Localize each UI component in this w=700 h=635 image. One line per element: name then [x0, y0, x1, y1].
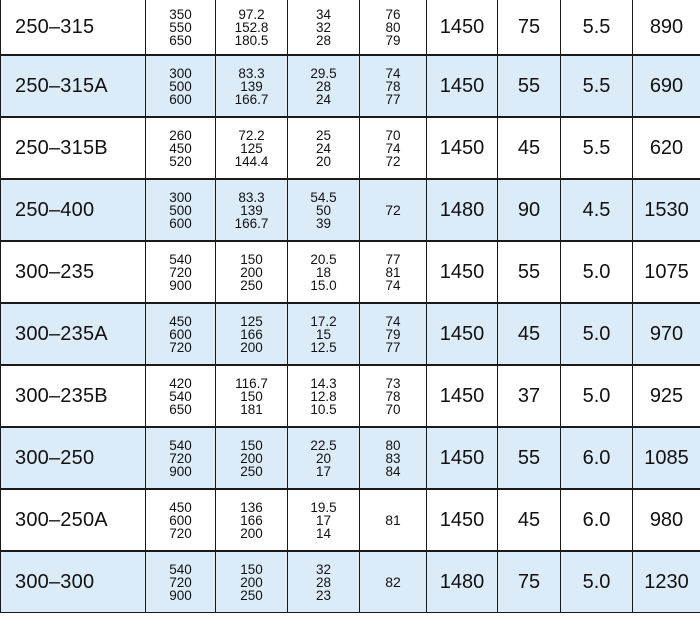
cell-value: 152.8	[234, 19, 269, 35]
cell-value: 420	[169, 375, 192, 391]
weight-cell: 925	[633, 365, 700, 427]
cell-value: 450	[169, 313, 192, 329]
table-row	[1, 55, 700, 117]
table-row	[1, 365, 700, 427]
cell-value: 139	[240, 78, 263, 94]
cell-value: 74	[385, 313, 401, 329]
efficiency-cell	[360, 241, 427, 303]
cell-value: 50	[315, 202, 332, 218]
npshr-cell: 5.0	[561, 365, 633, 427]
efficiency-cell	[360, 365, 427, 427]
flow-cell	[146, 303, 216, 365]
cell-value: 28	[315, 32, 332, 48]
head-cell	[288, 551, 360, 613]
cell-value: 20	[315, 153, 332, 169]
cell-value: 83.3	[238, 65, 265, 81]
cell-value: 76	[385, 6, 401, 22]
speed-cell: 1450	[427, 0, 498, 55]
cell-value: 15	[315, 326, 332, 342]
cell-value: 250	[240, 277, 263, 293]
model-cell: 250–315	[1, 0, 146, 55]
cell-value: 125	[240, 140, 263, 156]
head-cell	[288, 55, 360, 117]
speed-cell: 1450	[427, 55, 498, 117]
speed-cell: 1450	[427, 241, 498, 303]
model-cell: 300–235A	[1, 303, 146, 365]
cell-value: 84	[385, 463, 401, 479]
power-cell: 37	[498, 365, 561, 427]
efficiency-cell	[360, 0, 427, 55]
speed-cell: 1450	[427, 117, 498, 179]
npshr-cell: 6.0	[561, 427, 633, 489]
cell-value: 32	[315, 19, 332, 35]
speed-cell: 1450	[427, 427, 498, 489]
cell-value: 81	[385, 264, 401, 280]
cell-value: 144.4	[234, 153, 269, 169]
cell-value: 166.7	[234, 215, 269, 231]
cell-value: 22.5	[310, 437, 337, 453]
cell-value: 70	[385, 127, 401, 143]
table-row	[1, 179, 700, 241]
cell-value: 166	[240, 512, 263, 528]
flow-ls-cell	[216, 0, 288, 55]
cell-value: 150	[240, 437, 263, 453]
cell-value: 250	[240, 587, 263, 603]
npshr-cell: 5.0	[561, 241, 633, 303]
cell-value: 520	[169, 153, 192, 169]
cell-value: 540	[169, 561, 192, 577]
cell-value: 77	[385, 251, 401, 267]
cell-value: 25	[315, 127, 332, 143]
cell-value: 150	[240, 251, 263, 267]
npshr-cell: 4.5	[561, 179, 633, 241]
table-row	[1, 427, 700, 489]
cell-value: 166	[240, 326, 263, 342]
cell-value: 125	[240, 313, 263, 329]
weight-cell: 1085	[633, 427, 700, 489]
head-cell	[288, 427, 360, 489]
cell-value: 180.5	[234, 32, 269, 48]
head-cell	[288, 365, 360, 427]
cell-value: 73	[385, 375, 401, 391]
flow-ls-cell	[216, 179, 288, 241]
flow-cell	[146, 365, 216, 427]
cell-value: 200	[240, 450, 263, 466]
weight-cell: 890	[633, 0, 700, 55]
npshr-cell: 6.0	[561, 489, 633, 551]
cell-value: 97.2	[238, 6, 265, 22]
head-cell	[288, 179, 360, 241]
flow-cell	[146, 117, 216, 179]
weight-cell: 690	[633, 55, 700, 117]
flow-cell	[146, 241, 216, 303]
weight-cell: 970	[633, 303, 700, 365]
power-cell: 45	[498, 117, 561, 179]
cell-value: 250	[240, 463, 263, 479]
cell-value: 20.5	[310, 251, 337, 267]
cell-value: 10.5	[310, 401, 337, 417]
cell-value: 79	[385, 32, 401, 48]
cell-value: 600	[169, 326, 192, 342]
cell-value: 450	[169, 499, 192, 515]
cell-value: 540	[169, 388, 192, 404]
table-row	[1, 551, 700, 613]
cell-value: 34	[315, 6, 332, 22]
cell-value: 500	[169, 78, 192, 94]
model-cell: 250–400	[1, 179, 146, 241]
npshr-cell: 5.0	[561, 303, 633, 365]
cell-value: 17	[315, 463, 332, 479]
npshr-cell: 5.5	[561, 55, 633, 117]
flow-ls-cell	[216, 365, 288, 427]
cell-value: 600	[169, 512, 192, 528]
cell-value: 350	[169, 6, 192, 22]
cell-value: 78	[385, 388, 401, 404]
model-cell: 300–235	[1, 241, 146, 303]
cell-value: 600	[169, 215, 192, 231]
cell-value: 166.7	[234, 91, 269, 107]
cell-value: 23	[315, 587, 332, 603]
flow-ls-cell	[216, 551, 288, 613]
cell-value: 28	[315, 574, 332, 590]
cell-value: 32	[315, 561, 332, 577]
speed-cell: 1480	[427, 179, 498, 241]
head-cell	[288, 117, 360, 179]
cell-value: 20	[315, 450, 332, 466]
cell-value: 300	[169, 65, 192, 81]
cell-value: 550	[169, 19, 192, 35]
cell-value: 74	[385, 140, 401, 156]
power-cell: 90	[498, 179, 561, 241]
head-cell	[288, 241, 360, 303]
cell-value: 12.5	[310, 339, 337, 355]
cell-value: 720	[169, 264, 192, 280]
efficiency-cell	[360, 117, 427, 179]
table-row	[1, 241, 700, 303]
power-cell: 75	[498, 0, 561, 55]
table-row	[1, 303, 700, 365]
model-cell: 300–235B	[1, 365, 146, 427]
cell-value: 600	[169, 91, 192, 107]
cell-value: 72	[385, 153, 401, 169]
cell-value: 79	[385, 326, 401, 342]
efficiency-cell: 72	[360, 179, 427, 241]
cell-value: 150	[240, 561, 263, 577]
npshr-cell: 5.5	[561, 0, 633, 55]
cell-value: 29.5	[310, 65, 337, 81]
head-cell	[288, 303, 360, 365]
cell-value: 83	[385, 450, 401, 466]
power-cell: 75	[498, 551, 561, 613]
model-cell: 250–315B	[1, 117, 146, 179]
power-cell: 55	[498, 427, 561, 489]
cell-value: 19.5	[310, 499, 337, 515]
cell-value: 450	[169, 140, 192, 156]
cell-value: 24	[315, 91, 332, 107]
weight-cell: 1530	[633, 179, 700, 241]
cell-value: 300	[169, 189, 192, 205]
cell-value: 900	[169, 277, 192, 293]
cell-value: 500	[169, 202, 192, 218]
cell-value: 720	[169, 339, 192, 355]
efficiency-cell: 82	[360, 551, 427, 613]
weight-cell: 980	[633, 489, 700, 551]
cell-value: 18	[315, 264, 332, 280]
efficiency-cell	[360, 427, 427, 489]
cell-value: 650	[169, 32, 192, 48]
cell-value: 80	[385, 19, 401, 35]
speed-cell: 1480	[427, 551, 498, 613]
cell-value: 900	[169, 463, 192, 479]
flow-cell	[146, 551, 216, 613]
efficiency-cell	[360, 303, 427, 365]
model-cell: 300–300	[1, 551, 146, 613]
table-row	[1, 0, 700, 55]
cell-value: 17	[315, 512, 332, 528]
table-row	[1, 489, 700, 551]
speed-cell: 1450	[427, 489, 498, 551]
cell-value: 720	[169, 525, 192, 541]
cell-value: 12.8	[310, 388, 337, 404]
cell-value: 77	[385, 339, 401, 355]
cell-value: 200	[240, 574, 263, 590]
cell-value: 70	[385, 401, 401, 417]
cell-value: 540	[169, 437, 192, 453]
cell-value: 77	[385, 91, 401, 107]
cell-value: 181	[240, 401, 263, 417]
head-cell	[288, 0, 360, 55]
cell-value: 83.3	[238, 189, 265, 205]
model-cell: 300–250A	[1, 489, 146, 551]
cell-value: 74	[385, 277, 401, 293]
cell-value: 17.2	[310, 313, 337, 329]
cell-value: 150	[240, 388, 263, 404]
power-cell: 45	[498, 489, 561, 551]
cell-value: 15.0	[310, 277, 337, 293]
cell-value: 72.2	[238, 127, 265, 143]
cell-value: 900	[169, 587, 192, 603]
head-cell	[288, 489, 360, 551]
table-body	[1, 0, 700, 613]
cell-value: 39	[315, 215, 332, 231]
cell-value: 200	[240, 339, 263, 355]
efficiency-cell	[360, 55, 427, 117]
cell-value: 720	[169, 450, 192, 466]
power-cell: 45	[498, 303, 561, 365]
cell-value: 74	[385, 65, 401, 81]
speed-cell: 1450	[427, 365, 498, 427]
table-row	[1, 117, 700, 179]
flow-ls-cell	[216, 55, 288, 117]
cell-value: 78	[385, 78, 401, 94]
power-cell: 55	[498, 241, 561, 303]
flow-ls-cell	[216, 303, 288, 365]
weight-cell: 620	[633, 117, 700, 179]
power-cell: 55	[498, 55, 561, 117]
npshr-cell: 5.0	[561, 551, 633, 613]
cell-value: 136	[240, 499, 263, 515]
cell-value: 116.7	[235, 375, 268, 391]
model-cell: 250–315A	[1, 55, 146, 117]
weight-cell: 1075	[633, 241, 700, 303]
cell-value: 650	[169, 401, 192, 417]
cell-value: 540	[169, 251, 192, 267]
flow-ls-cell	[216, 427, 288, 489]
flow-cell	[146, 55, 216, 117]
speed-cell: 1450	[427, 303, 498, 365]
flow-ls-cell	[216, 489, 288, 551]
cell-value: 28	[315, 78, 332, 94]
npshr-cell: 5.5	[561, 117, 633, 179]
flow-cell	[146, 0, 216, 55]
cell-value: 24	[315, 140, 332, 156]
cell-value: 720	[169, 574, 192, 590]
cell-value: 139	[240, 202, 263, 218]
cell-value: 14	[315, 525, 332, 541]
flow-cell	[146, 427, 216, 489]
flow-ls-cell	[216, 117, 288, 179]
weight-cell: 1230	[633, 551, 700, 613]
cell-value: 80	[385, 437, 401, 453]
cell-value: 200	[240, 264, 263, 280]
flow-cell	[146, 179, 216, 241]
cell-value: 200	[240, 525, 263, 541]
cell-value: 260	[169, 127, 192, 143]
efficiency-cell: 81	[360, 489, 427, 551]
flow-ls-cell	[216, 241, 288, 303]
model-cell: 300–250	[1, 427, 146, 489]
flow-cell	[146, 489, 216, 551]
cell-value: 54.5	[310, 189, 337, 205]
cell-value: 14.3	[310, 375, 337, 391]
